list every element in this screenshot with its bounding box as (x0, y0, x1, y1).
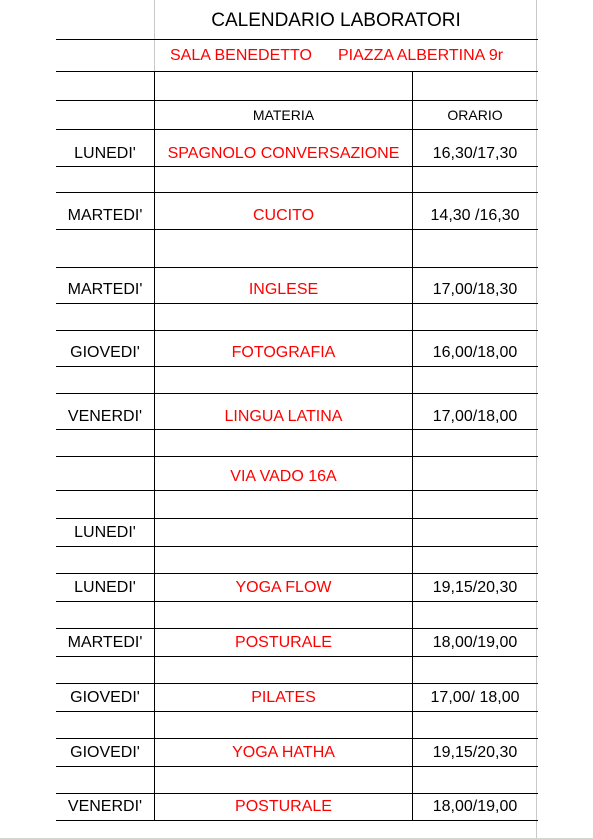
time-cell: 19,15/20,30 (432, 579, 518, 596)
subject-cell: PILATES (251, 689, 316, 706)
time-cell: 14,30 /16,30 (430, 207, 520, 224)
table-border (56, 71, 538, 72)
time-cell: 16,00/18,00 (432, 344, 518, 361)
subject-cell: LINGUA LATINA (224, 408, 343, 425)
time-cell: 18,00/19,00 (432, 798, 518, 815)
table-border (56, 129, 538, 130)
time-cell: 18,00/19,00 (432, 634, 518, 651)
subject-cell: FOTOGRAFIA (231, 344, 336, 361)
day-cell: VENERDI' (67, 408, 143, 425)
time-cell (413, 463, 537, 491)
day-cell (56, 463, 154, 491)
day-cell: GIOVEDI' (70, 344, 140, 361)
subject-cell: INGLESE (248, 281, 319, 298)
time-cell: 17,00/18,30 (432, 281, 518, 298)
time-cell: 16,30/17,30 (432, 145, 518, 162)
table-border (56, 192, 538, 193)
day-cell: GIOVEDI' (70, 689, 140, 706)
time-cell: 17,00/ 18,00 (430, 689, 520, 706)
subject-cell: YOGA HATHA (232, 744, 335, 761)
subject-cell: POSTURALE (235, 798, 332, 815)
time-cell: 19,15/20,30 (432, 744, 518, 761)
subject-cell: POSTURALE (235, 634, 332, 651)
venue2-address: VIA VADO 16A (230, 468, 337, 485)
table-border (56, 39, 538, 40)
day-cell: MARTEDI' (67, 281, 143, 298)
page-title: CALENDARIO LABORATORI (211, 10, 461, 31)
time-cell: 17,00/18,00 (432, 408, 518, 425)
subject-cell: YOGA FLOW (235, 579, 332, 596)
subject-cell: CUCITO (252, 207, 315, 224)
header-subject: MATERIA (252, 107, 315, 123)
header-time: ORARIO (447, 107, 503, 123)
time-cell (413, 519, 537, 547)
left-sheet-edge (154, 0, 155, 72)
table-border (56, 267, 538, 268)
venue-address: PIAZZA ALBERTINA 9r (338, 47, 504, 64)
table-border (56, 456, 538, 457)
subject-cell (155, 519, 412, 547)
day-cell: GIOVEDI' (70, 744, 140, 761)
day-cell: LUNEDI' (74, 524, 136, 541)
day-cell: LUNEDI' (74, 579, 136, 596)
table-border (56, 330, 538, 331)
venue-name: SALA BENEDETTO (170, 47, 312, 64)
table-border (56, 393, 538, 394)
day-cell: MARTEDI' (67, 634, 143, 651)
day-cell: VENERDI' (67, 798, 143, 815)
day-cell: MARTEDI' (67, 207, 143, 224)
subject-cell: SPAGNOLO CONVERSAZIONE (167, 145, 400, 162)
day-cell: LUNEDI' (74, 145, 136, 162)
